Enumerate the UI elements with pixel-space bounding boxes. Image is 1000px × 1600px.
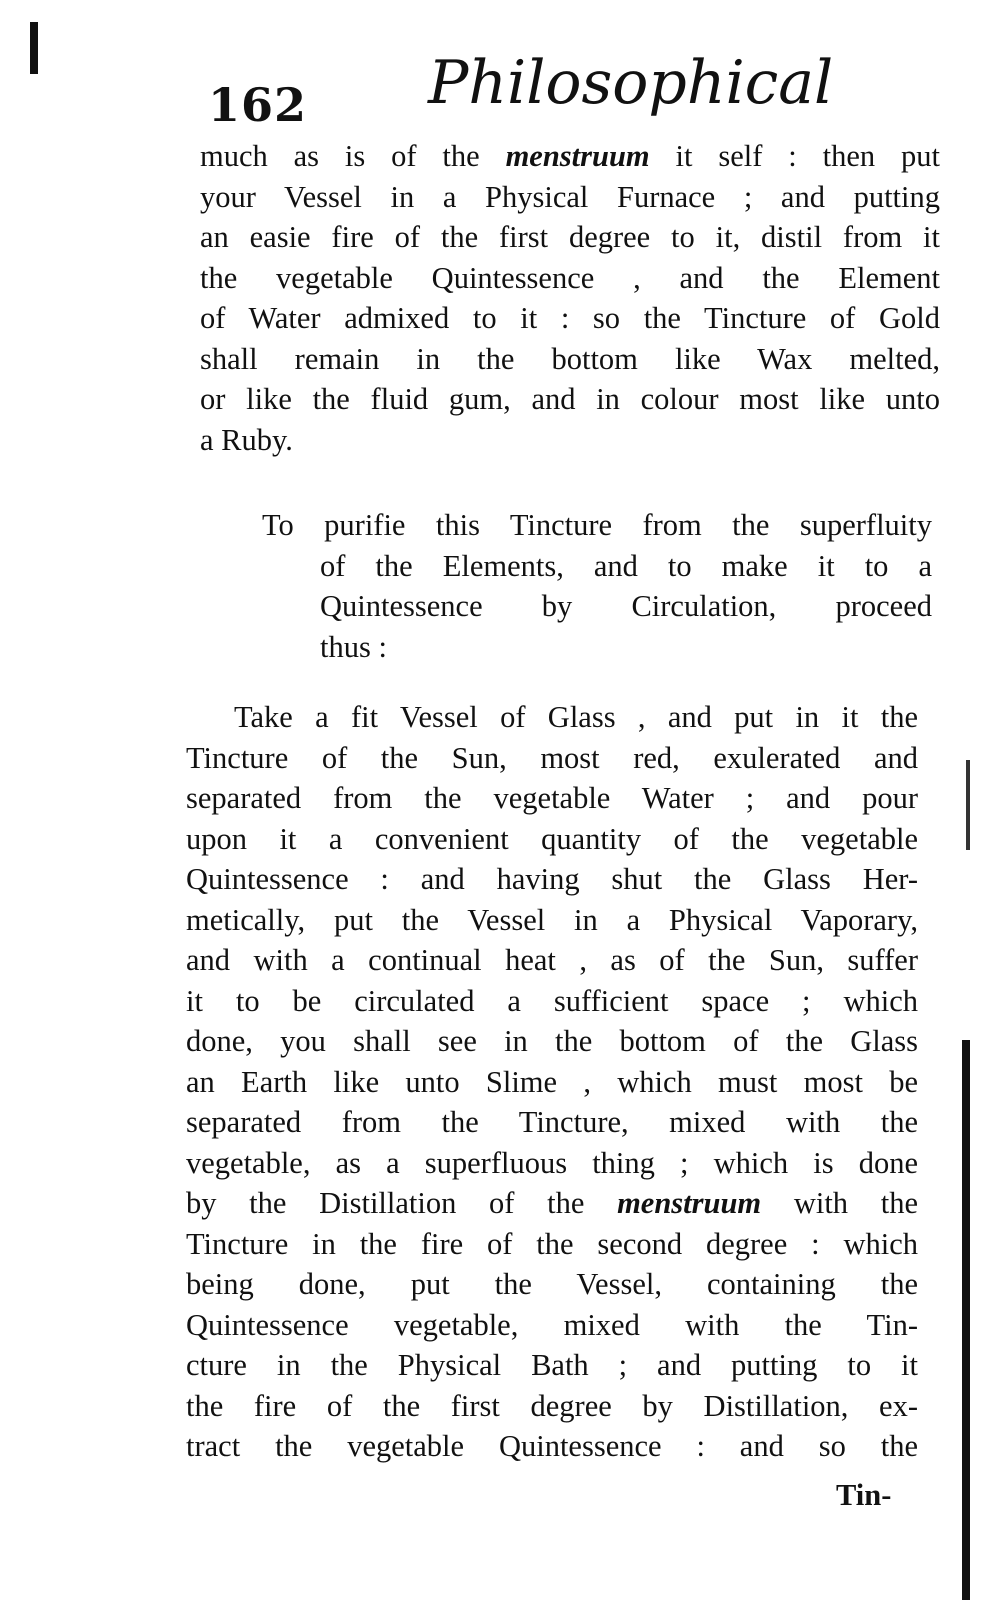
text-line: or like the fluid gum, and in colour most like unto — [200, 382, 940, 416]
italic-term: menstruum — [505, 139, 650, 173]
text-line: Tincture of the Sun, most red, exulerated and — [186, 740, 918, 775]
text-line: separated from the Tincture, mixed with the — [186, 1105, 918, 1139]
text-line: by the Distillation of the menstruum with the — [186, 1186, 918, 1220]
heading-line: thus : — [320, 629, 387, 664]
page-number: 162 — [208, 78, 308, 132]
paragraph-1 — [200, 136, 940, 460]
text-line: tract the vegetable Quintessence : and so the — [186, 1429, 918, 1463]
paragraph-2 — [186, 697, 918, 1467]
text-line: the fire of the first degree by Distillation, ex- — [186, 1388, 918, 1423]
heading-line: To purifie this Tincture from the superfluity — [262, 508, 932, 542]
text-line: Quintessence : and having shut the Glass Her- — [186, 862, 918, 896]
page-header — [0, 40, 1000, 130]
text-line: your Vessel in a Physical Furnace ; and putting — [200, 179, 940, 214]
text-line: an Earth like unto Slime , which must most be — [186, 1064, 918, 1099]
text-line: being done, put the Vessel, containing the — [186, 1267, 918, 1301]
text-line: separated from the vegetable Water ; and pour — [186, 781, 918, 815]
page-edge-mark — [966, 760, 970, 850]
text-line: it to be circulated a sufficient space ; which — [186, 983, 918, 1018]
text-line: an easie fire of the first degree to it, distil from it — [200, 220, 940, 254]
text-line: Tincture in the fire of the second degree : which — [186, 1226, 918, 1261]
heading-line: Quintessence by Circulation, proceed — [320, 589, 932, 623]
text-line: done, you shall see in the bottom of the Glass — [186, 1024, 918, 1058]
section-heading — [262, 505, 932, 667]
catchword: Tin- — [836, 1478, 892, 1512]
text-line: vegetable, as a superfluous thing ; which is done — [186, 1145, 918, 1180]
text-line: much as is of the menstruum it self : then put — [200, 139, 940, 173]
text-line: Take a fit Vessel of Glass , and put in it the — [234, 700, 918, 734]
page-edge-mark — [962, 1040, 970, 1600]
text-line: a Ruby. — [200, 422, 293, 457]
text-line: cture in the Physical Bath ; and putting to it — [186, 1348, 918, 1382]
italic-term: menstruum — [617, 1186, 762, 1220]
text-line: Quintessence vegetable, mixed with the Tin- — [186, 1307, 918, 1342]
text-line: the vegetable Quintessence , and the Element — [200, 260, 940, 295]
text-line: of Water admixed to it : so the Tincture of Gold — [200, 301, 940, 335]
text-line: and with a continual heat , as of the Sun, suffer — [186, 943, 918, 977]
heading-line: of the Elements, and to make it to a — [320, 548, 932, 583]
text-line: upon it a convenient quantity of the vegetable — [186, 821, 918, 856]
running-head: Philosophical — [428, 48, 834, 118]
text-line: shall remain in the bottom like Wax melted, — [200, 341, 940, 376]
text-line: metically, put the Vessel in a Physical Vaporary, — [186, 902, 918, 937]
